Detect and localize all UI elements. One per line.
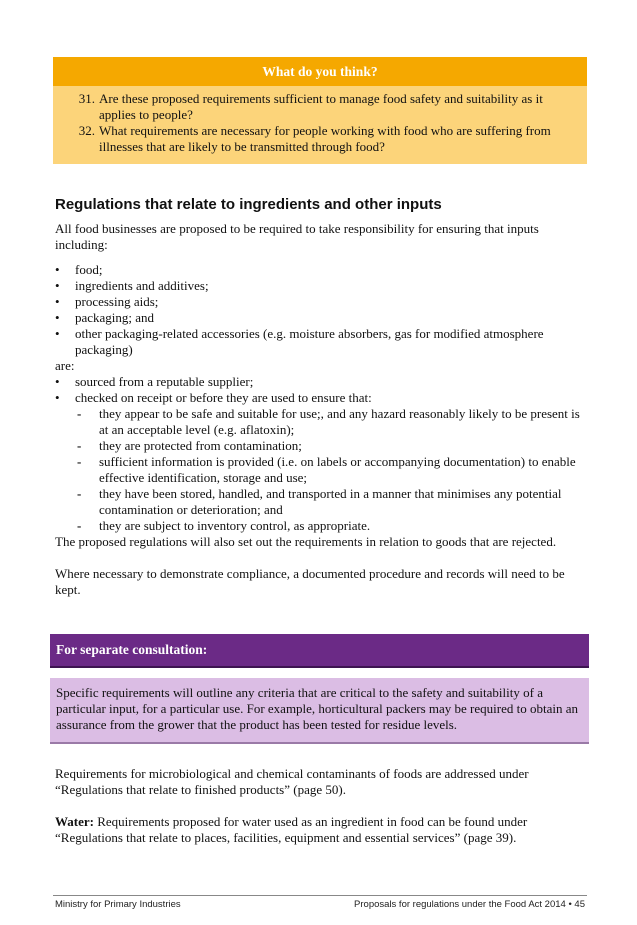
rejected-paragraph: The proposed regulations will also set out the requirements in relation to goods that are rejected. xyxy=(55,534,557,549)
consultation-body: Specific requirements will outline any criteria that are critical to the safety and suitability of a particular input, for a particular use. For example, horticultural packers may be required to obtain an assurance from the grower that the product has been tested for residue levels. xyxy=(50,678,589,744)
footer-publisher: Ministry for Primary Industries xyxy=(55,899,181,910)
dash-mark: - xyxy=(77,486,82,501)
are-label: are: xyxy=(55,358,75,373)
list-item xyxy=(55,390,583,406)
bullet-mark: • xyxy=(55,326,60,341)
page-footer xyxy=(55,899,585,910)
what-do-you-think-box xyxy=(53,57,587,164)
list-item xyxy=(55,278,583,294)
separate-consultation-box xyxy=(50,634,589,744)
list-item-text: other packaging-related accessories (e.g. moisture absorbers, gas for modified atmosphere packaging) xyxy=(75,326,544,357)
bullet-mark: • xyxy=(55,278,60,293)
bullet-mark: • xyxy=(55,262,60,277)
bullet-mark: • xyxy=(55,310,60,325)
dash-mark: - xyxy=(77,406,82,421)
list-item-text: sourced from a reputable supplier; xyxy=(75,374,254,389)
water-text: Requirements proposed for water used as an ingredient in food can be found under “Regulations that relate to places, facilities, equipment and essential services” (page 39). xyxy=(55,814,528,845)
bullet-mark: • xyxy=(55,294,60,309)
conditions-list xyxy=(55,374,583,406)
dash-mark: - xyxy=(77,518,82,533)
question-text: Are these proposed requirements sufficient to manage food safety and suitability as it applies to people? xyxy=(99,91,543,122)
bullet-mark: • xyxy=(55,374,60,389)
list-item-text: ingredients and additives; xyxy=(75,278,209,293)
list-item xyxy=(55,374,583,390)
list-item xyxy=(55,294,583,310)
list-item-text: packaging; and xyxy=(75,310,155,325)
compliance-paragraph: Where necessary to demonstrate compliance, a documented procedure and records will need to be kept. xyxy=(55,566,565,597)
list-item-text: they are subject to inventory control, as appropriate. xyxy=(99,518,371,533)
section-heading: Regulations that relate to ingredients and other inputs xyxy=(55,196,442,213)
think-box-title: What do you think? xyxy=(53,57,587,86)
contaminants-paragraph: Requirements for microbiological and chemical contaminants of foods are addressed under “Regulations that relate to finished products” (page 50). xyxy=(55,766,529,797)
checks-list xyxy=(55,406,583,534)
dash-mark: - xyxy=(77,438,82,453)
list-item xyxy=(55,454,583,486)
bullet-mark: • xyxy=(55,390,60,405)
list-item-text: checked on receipt or before they are used to ensure that: xyxy=(75,390,372,405)
consultation-spacer xyxy=(50,668,589,678)
list-item xyxy=(55,406,583,438)
question-number: 32. xyxy=(78,123,95,138)
list-item-text: processing aids; xyxy=(75,294,159,309)
question-item xyxy=(53,91,579,123)
water-paragraph xyxy=(55,814,583,846)
list-item-text: they are protected from contamination; xyxy=(99,438,302,453)
list-item-text: food; xyxy=(75,262,103,277)
question-number: 31. xyxy=(78,91,95,106)
footer-title-page-number: Proposals for regulations under the Food Act 2014 • 45 xyxy=(354,899,585,910)
list-item xyxy=(55,262,583,278)
list-item xyxy=(55,486,583,518)
think-box-questions xyxy=(53,86,587,164)
dash-mark: - xyxy=(77,454,82,469)
consultation-title: For separate consultation: xyxy=(50,634,589,668)
list-item-text: they appear to be safe and suitable for use;, and any hazard reasonably likely to be present is at an acceptable level (e.g. aflatoxin); xyxy=(99,406,580,437)
inputs-list xyxy=(55,262,583,358)
list-item xyxy=(55,438,583,454)
list-item xyxy=(55,518,583,534)
footer-divider xyxy=(53,895,587,896)
section-body xyxy=(55,221,583,598)
question-text: What requirements are necessary for people working with food who are suffering from illnesses that are likely to be transmitted through food? xyxy=(99,123,551,154)
list-item-text: they have been stored, handled, and transported in a manner that minimises any potential contamination or deterioration; and xyxy=(99,486,562,517)
list-item-text: sufficient information is provided (i.e. on labels or accompanying documentation) to enable effective identification, storage and use; xyxy=(99,454,576,485)
water-label: Water: xyxy=(55,814,94,829)
list-item xyxy=(55,326,583,358)
intro-paragraph: All food businesses are proposed to be required to take responsibility for ensuring that inputs including: xyxy=(55,221,539,252)
question-item xyxy=(53,123,579,155)
list-item xyxy=(55,310,583,326)
closing-section xyxy=(55,766,583,846)
